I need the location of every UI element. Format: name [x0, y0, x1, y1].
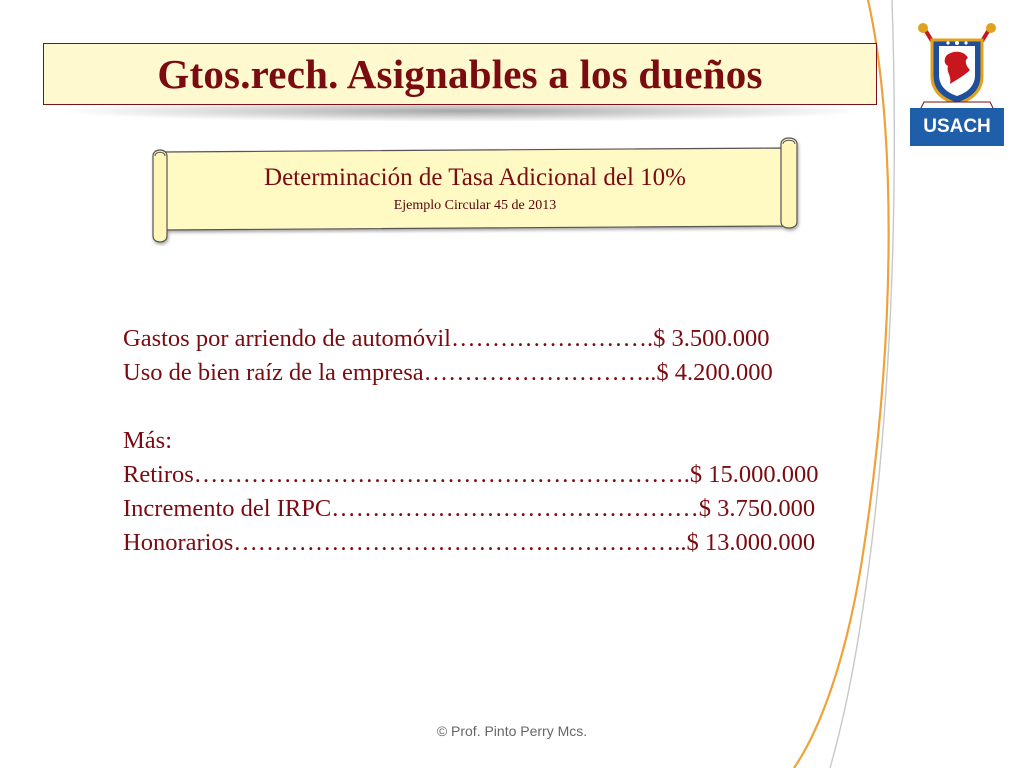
expense-line: Uso de bien raíz de la empresa………………………..$ 4.200.000: [123, 359, 773, 386]
slide-title: Gtos.rech. Asignables a los dueños: [157, 51, 763, 97]
expense-line: Incremento del IRPC………………………………………$ 3.750.000: [123, 495, 816, 522]
usach-badge: USACH: [910, 108, 1004, 146]
expense-list: [123, 322, 863, 560]
expense-line: Honorarios………………………………………………..$ 13.000.000: [123, 529, 816, 556]
expense-line: Retiros…………………………………………………….$ 15.000.000: [123, 461, 819, 488]
footer-copyright: © Prof. Pinto Perry Mcs.: [436, 723, 588, 739]
blank-line: [123, 390, 863, 424]
banner-subtitle: Ejemplo Circular 45 de 2013: [393, 198, 557, 213]
section-label: Más:: [123, 427, 172, 454]
banner-title: Determinación de Tasa Adicional del 10%: [264, 164, 686, 191]
title-box: [43, 43, 877, 105]
shield-icon: [932, 40, 982, 104]
expense-line: Gastos por arriendo de automóvil…………………….$ 3.500.000: [123, 325, 770, 352]
